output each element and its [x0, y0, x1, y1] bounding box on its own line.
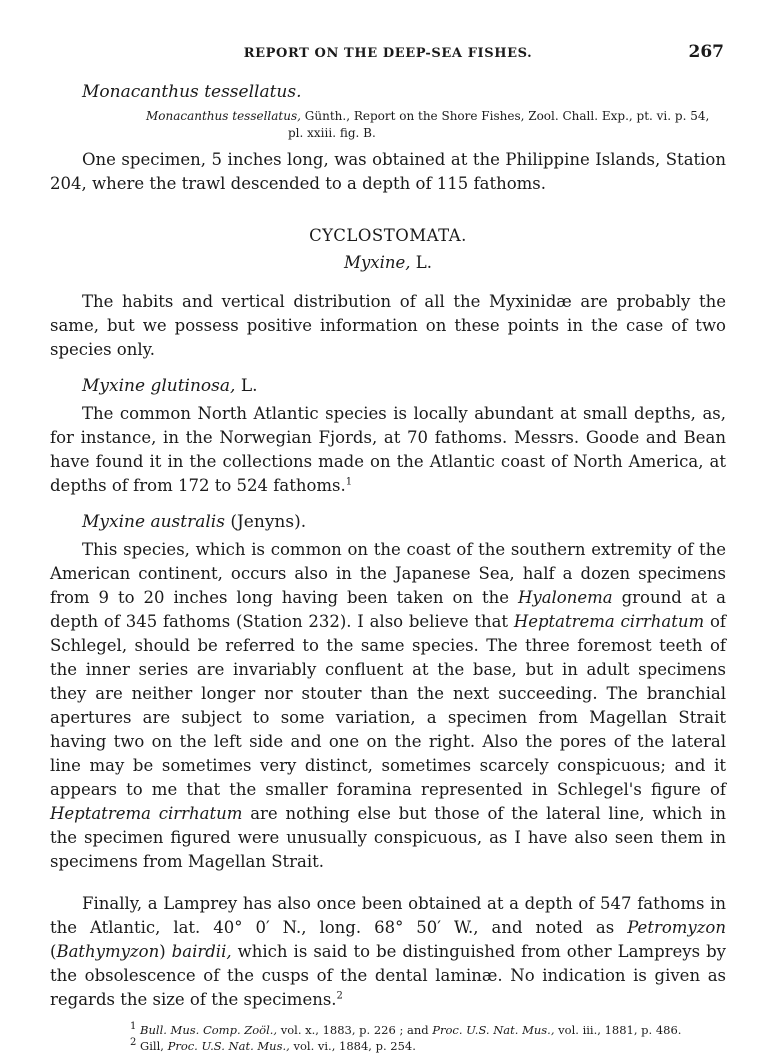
citation-text: vol. x., 1883, p. 226 ; and — [277, 1023, 433, 1037]
footnote-marker-1[interactable]: 1 — [345, 476, 353, 488]
species-name: Myxine australis — [82, 512, 225, 532]
species-authority: (Jenyns). — [230, 512, 307, 532]
ref-citation: Günth., Report on the Shore Fishes, Zool. Chall. Exp., pt. vi. p. 54, — [304, 109, 710, 123]
australis-text-2: ground at a depth of 345 fathoms (Station 232). I also believe that — [50, 588, 726, 631]
footnote-1 — [130, 1022, 726, 1038]
lamprey-text-1: Finally, a Lamprey has also once been obtained at a depth of 547 fathoms in the Atlantic, lat. 40° 0′ N., long. 68° 50′ W., and noted as — [50, 894, 726, 937]
running-title: REPORT ON THE DEEP-SEA FISHES. — [243, 46, 533, 61]
species-heptatrema: Heptatrema cirrhatum — [513, 612, 705, 631]
paren-close: ) — [159, 942, 166, 961]
ref-species-name: Monacanthus tessellatus, — [146, 109, 301, 123]
footnote-marker-2[interactable]: 2 — [336, 990, 343, 1002]
glutinosa-text: The common North Atlantic species is locally abundant at small depths, as, for instance, in the Norwegian Fjords, at 70 fathoms. Messrs. Goode and Bean have found it in the collections made on the Atlantic coast of North America, at depths of from 172 to 524 fathoms. — [50, 404, 726, 495]
page-header — [50, 40, 726, 68]
section-title: CYCLOSTOMATA. — [309, 226, 467, 245]
species-heading-australis — [82, 512, 726, 532]
page — [50, 40, 726, 1054]
genus-heading — [50, 253, 726, 272]
species-authority: L. — [240, 376, 258, 396]
journal-name: Proc. U.S. Nat. Mus., — [432, 1023, 555, 1037]
page-number: 267 — [688, 42, 724, 62]
paragraph-glutinosa — [50, 402, 726, 498]
subgenus-bathymyzon: Bathymyzon — [56, 942, 160, 961]
citation-author: Gill, — [140, 1039, 168, 1053]
paragraph-lamprey — [50, 892, 726, 1012]
australis-text-1: This species, which is common on the coast of the southern extremity of the American continent, occurs also in the Japanese Sea, half a dozen specimens from 9 to 20 inches long having been taken on the — [50, 540, 726, 607]
genus-name: Myxine, — [344, 253, 411, 272]
reference-monacanthus — [146, 108, 726, 142]
paren-open: ( — [50, 942, 57, 961]
genus-authority: L. — [415, 253, 432, 272]
species-bairdii: bairdii, — [171, 942, 232, 961]
genus-petromyzon: Petromyzon — [627, 918, 726, 937]
genus-hyalonema: Hyalonema — [517, 588, 613, 607]
paragraph-monacanthus: One specimen, 5 inches long, was obtained at the Philippine Islands, Station 204, where the trawl descended to a depth of 115 fathoms. — [50, 150, 726, 193]
species-name: Myxine glutinosa, — [82, 376, 236, 396]
footnotes — [130, 1022, 726, 1054]
footnote-number: 2 — [130, 1037, 137, 1049]
species-heading-monacanthus: Monacanthus tessellatus. — [82, 82, 302, 102]
citation-text: vol. vi., 1884, p. 254. — [289, 1039, 416, 1053]
species-heading-glutinosa — [82, 376, 726, 396]
paragraph-australis — [50, 538, 726, 874]
australis-text-4: are nothing else but those of the lateral line, which in the specimen figured were unusually conspicuous, as I have also seen them in specimens from Magellan Strait. — [50, 804, 726, 871]
species-heptatrema: Heptatrema cirrhatum — [50, 804, 243, 823]
journal-name: Bull. Mus. Comp. Zoöl., — [140, 1023, 278, 1037]
australis-text-3: of Schlegel, should be referred to the same species. The three foremost teeth of the inner series are invariably confluent at the base, but in adult specimens they are neither longer nor stouter than the next succeeding. The branchial apertures are subject to some variation, a specimen from Magellan Strait having two on the left side and one on the right. Also the pores of the lateral line may be sometimes very distinct, sometimes scarcely conspicuous; and it appears to me that the smaller foramina represented in Schlegel's figure of — [50, 612, 726, 799]
footnote-number: 1 — [130, 1021, 137, 1033]
lamprey-text-2: which is said to be distinguished from other Lampreys by the obsolescence of the cusps of the dental laminæ. No indication is given as regards the size of the specimens. — [50, 942, 726, 1009]
footnote-2 — [130, 1038, 726, 1054]
citation-text: vol. iii., 1881, p. 486. — [554, 1023, 682, 1037]
ref-citation-cont: pl. xxiii. fig. B. — [288, 126, 376, 140]
journal-name: Proc. U.S. Nat. Mus., — [167, 1039, 290, 1053]
paragraph-intro: The habits and vertical distribution of all the Myxinidæ are probably the same, but we possess positive information on these points in the case of two species only. — [50, 292, 726, 359]
